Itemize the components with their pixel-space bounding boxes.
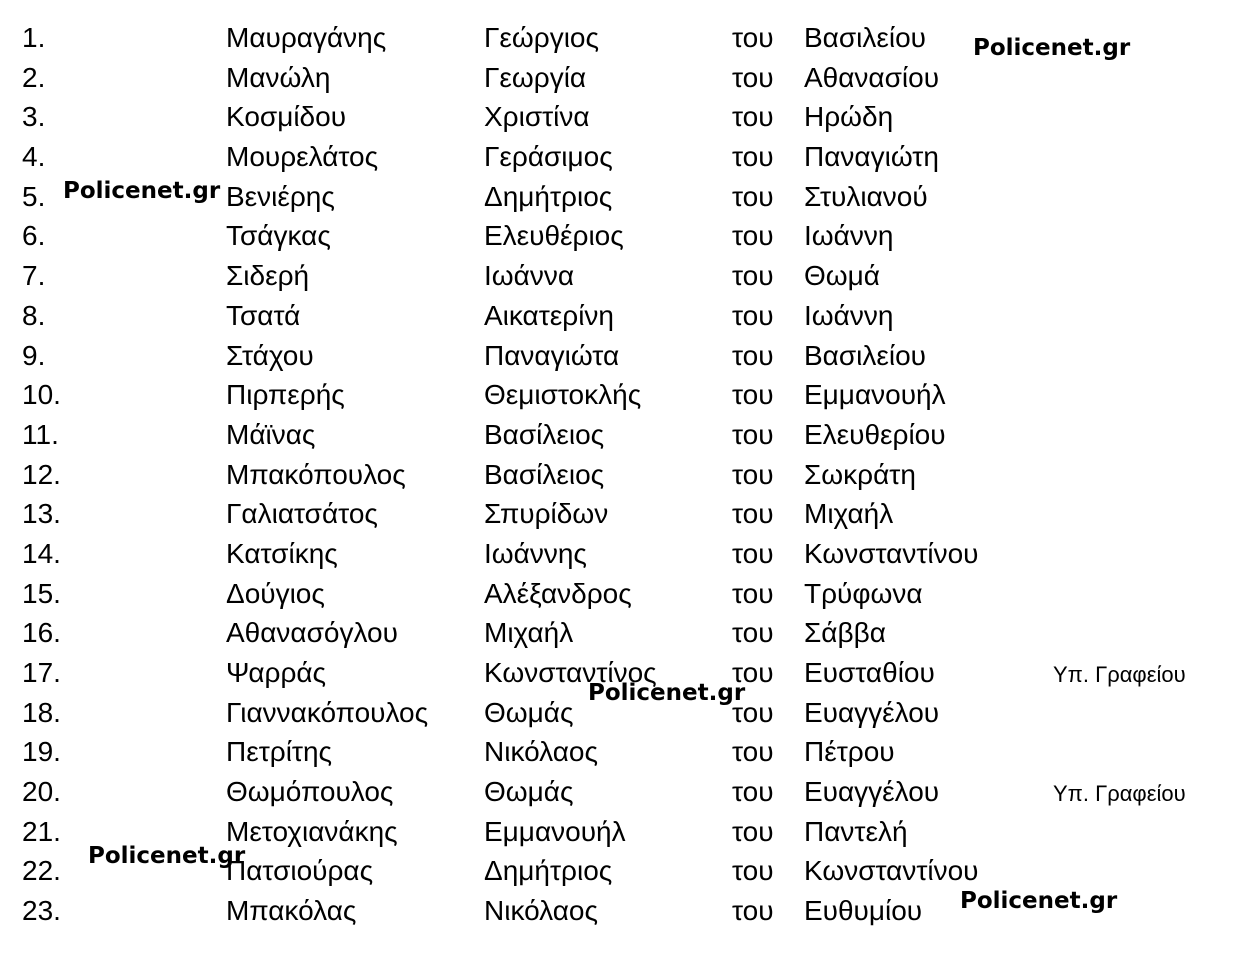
first-name: Ιωάννα [484, 260, 575, 292]
connector-word: του [732, 776, 774, 808]
first-name: Βασίλειος [484, 458, 605, 490]
first-name: Θεμιστοκλής [484, 379, 642, 411]
surname: Θωμόπουλος [226, 776, 394, 808]
first-name: Ελευθέριος [484, 220, 624, 252]
list-item [0, 97, 1233, 137]
father-name: Μιχαήλ [804, 498, 894, 530]
father-name: Ευαγγέλου [804, 776, 940, 808]
item-number: 19. [22, 736, 61, 768]
father-name: Ελευθερίου [804, 418, 946, 450]
list-item [0, 455, 1233, 495]
item-number: 17. [22, 657, 61, 688]
watermark: Policenet.gr [88, 843, 246, 869]
list-item [0, 336, 1233, 376]
item-number: 10. [22, 379, 61, 411]
surname: Πιρπερής [226, 379, 345, 411]
item-number: 8. [22, 299, 46, 331]
surname: Μανώλη [226, 61, 331, 93]
first-name: Δημήτριος [484, 855, 613, 887]
surname: Βενιέρης [226, 180, 335, 212]
first-name: Αλέξανδρος [484, 577, 632, 609]
father-name: Παναγιώτη [804, 141, 939, 173]
father-name: Ιωάννη [804, 299, 894, 331]
list-item [0, 137, 1233, 177]
father-name: Τρύφωνα [804, 577, 923, 609]
watermark: Policenet.gr [588, 680, 746, 706]
watermark: Policenet.gr [973, 35, 1131, 61]
first-name: Γεωργία [484, 61, 587, 93]
list-item [0, 216, 1233, 256]
surname: Γιαννακόπουλος [226, 696, 429, 728]
father-name: Σάββα [804, 617, 886, 649]
first-name: Γεράσιμος [484, 141, 613, 173]
father-name: Παντελή [804, 815, 908, 847]
watermark: Policenet.gr [960, 888, 1118, 914]
first-name: Σπυρίδων [484, 498, 609, 530]
surname: Γαλιατσάτος [226, 498, 378, 530]
surname: Μουρελάτος [226, 141, 379, 173]
position-note: Υπ. Γραφείου [1053, 781, 1186, 807]
item-number: 2. [22, 61, 46, 93]
connector-word: του [732, 855, 774, 887]
connector-word: του [732, 736, 774, 768]
watermark: Policenet.gr [63, 178, 221, 204]
item-number: 22. [22, 855, 61, 887]
item-number: 11. [22, 418, 59, 450]
surname: Κατσίκης [226, 537, 338, 569]
first-name: Νικόλαος [484, 895, 598, 927]
father-name: Βασιλείου [804, 339, 926, 371]
connector-word: του [732, 617, 774, 649]
surname: Κοσμίδου [226, 101, 347, 133]
surname: Μετοχιανάκης [226, 815, 398, 847]
connector-word: του [732, 101, 774, 133]
surname: Τσάγκας [226, 220, 331, 252]
list-item [0, 534, 1233, 574]
first-name: Δημήτριος [484, 180, 613, 212]
personnel-list [0, 18, 1233, 931]
item-number: 1. [22, 22, 46, 53]
item-number: 13. [22, 498, 61, 530]
connector-word: του [732, 657, 774, 688]
father-name: Ηρώδη [804, 101, 894, 133]
surname: Μάϊνας [226, 418, 316, 450]
item-number: 3. [22, 101, 46, 133]
father-name: Ευθυμίου [804, 895, 923, 927]
connector-word: του [732, 815, 774, 847]
first-name: Βασίλειος [484, 418, 605, 450]
surname: Ψαρράς [226, 657, 327, 688]
list-item [0, 772, 1233, 812]
connector-word: του [732, 498, 774, 530]
first-name: Κωνσταντίνος [484, 657, 657, 688]
item-number: 6. [22, 220, 46, 252]
item-number: 20. [22, 776, 61, 808]
first-name: Αικατερίνη [484, 299, 615, 331]
surname: Πατσιούρας [226, 855, 374, 887]
surname: Δούγιος [226, 577, 325, 609]
item-number: 4. [22, 141, 46, 173]
list-item [0, 732, 1233, 772]
connector-word: του [732, 141, 774, 173]
father-name: Σωκράτη [804, 458, 916, 490]
father-name: Ιωάννη [804, 220, 894, 252]
father-name: Εμμανουήλ [804, 379, 946, 411]
list-item [0, 415, 1233, 455]
list-item [0, 256, 1233, 296]
connector-word: του [732, 61, 774, 93]
connector-word: του [732, 696, 774, 728]
first-name: Νικόλαος [484, 736, 598, 768]
item-number: 12. [22, 458, 61, 490]
first-name: Γεώργιος [484, 22, 599, 53]
item-number: 16. [22, 617, 61, 649]
connector-word: του [732, 220, 774, 252]
father-name: Στυλιανού [804, 180, 928, 212]
father-name: Θωμά [804, 260, 880, 292]
item-number: 14. [22, 537, 61, 569]
item-number: 21. [22, 815, 61, 847]
first-name: Παναγιώτα [484, 339, 620, 371]
first-name: Μιχαήλ [484, 617, 574, 649]
first-name: Ιωάννης [484, 537, 587, 569]
item-number: 15. [22, 577, 61, 609]
surname: Τσατά [226, 299, 301, 331]
list-item [0, 58, 1233, 98]
position-note: Υπ. Γραφείου [1053, 662, 1186, 687]
item-number: 18. [22, 696, 61, 728]
item-number: 9. [22, 339, 46, 371]
surname: Πετρίτης [226, 736, 333, 768]
father-name: Αθανασίου [804, 61, 940, 93]
surname: Σιδερή [226, 260, 310, 292]
first-name: Θωμάς [484, 776, 574, 808]
connector-word: του [732, 260, 774, 292]
surname: Μαυραγάνης [226, 22, 387, 53]
father-name: Πέτρου [804, 736, 895, 768]
first-name: Εμμανουήλ [484, 815, 626, 847]
father-name: Κωνσταντίνου [804, 537, 979, 569]
item-number: 7. [22, 260, 46, 292]
father-name: Κωνσταντίνου [804, 855, 979, 887]
father-name: Ευσταθίου [804, 657, 935, 688]
connector-word: του [732, 895, 774, 927]
connector-word: του [732, 180, 774, 212]
surname: Αθανασόγλου [226, 617, 398, 649]
connector-word: του [732, 458, 774, 490]
connector-word: του [732, 22, 774, 53]
surname: Στάχου [226, 339, 314, 371]
connector-word: του [732, 379, 774, 411]
list-item [0, 494, 1233, 534]
first-name: Θωμάς [484, 696, 574, 728]
connector-word: του [732, 537, 774, 569]
connector-word: του [732, 418, 774, 450]
father-name: Ευαγγέλου [804, 696, 940, 728]
father-name: Βασιλείου [804, 22, 926, 53]
surname: Μπακόπουλος [226, 458, 406, 490]
connector-word: του [732, 339, 774, 371]
surname: Μπακόλας [226, 895, 357, 927]
list-item [0, 574, 1233, 614]
connector-word: του [732, 299, 774, 331]
list-item [0, 296, 1233, 336]
list-item [0, 613, 1233, 653]
connector-word: του [732, 577, 774, 609]
item-number: 5. [22, 180, 46, 212]
first-name: Χριστίνα [484, 101, 590, 133]
item-number: 23. [22, 895, 61, 927]
list-item [0, 375, 1233, 415]
